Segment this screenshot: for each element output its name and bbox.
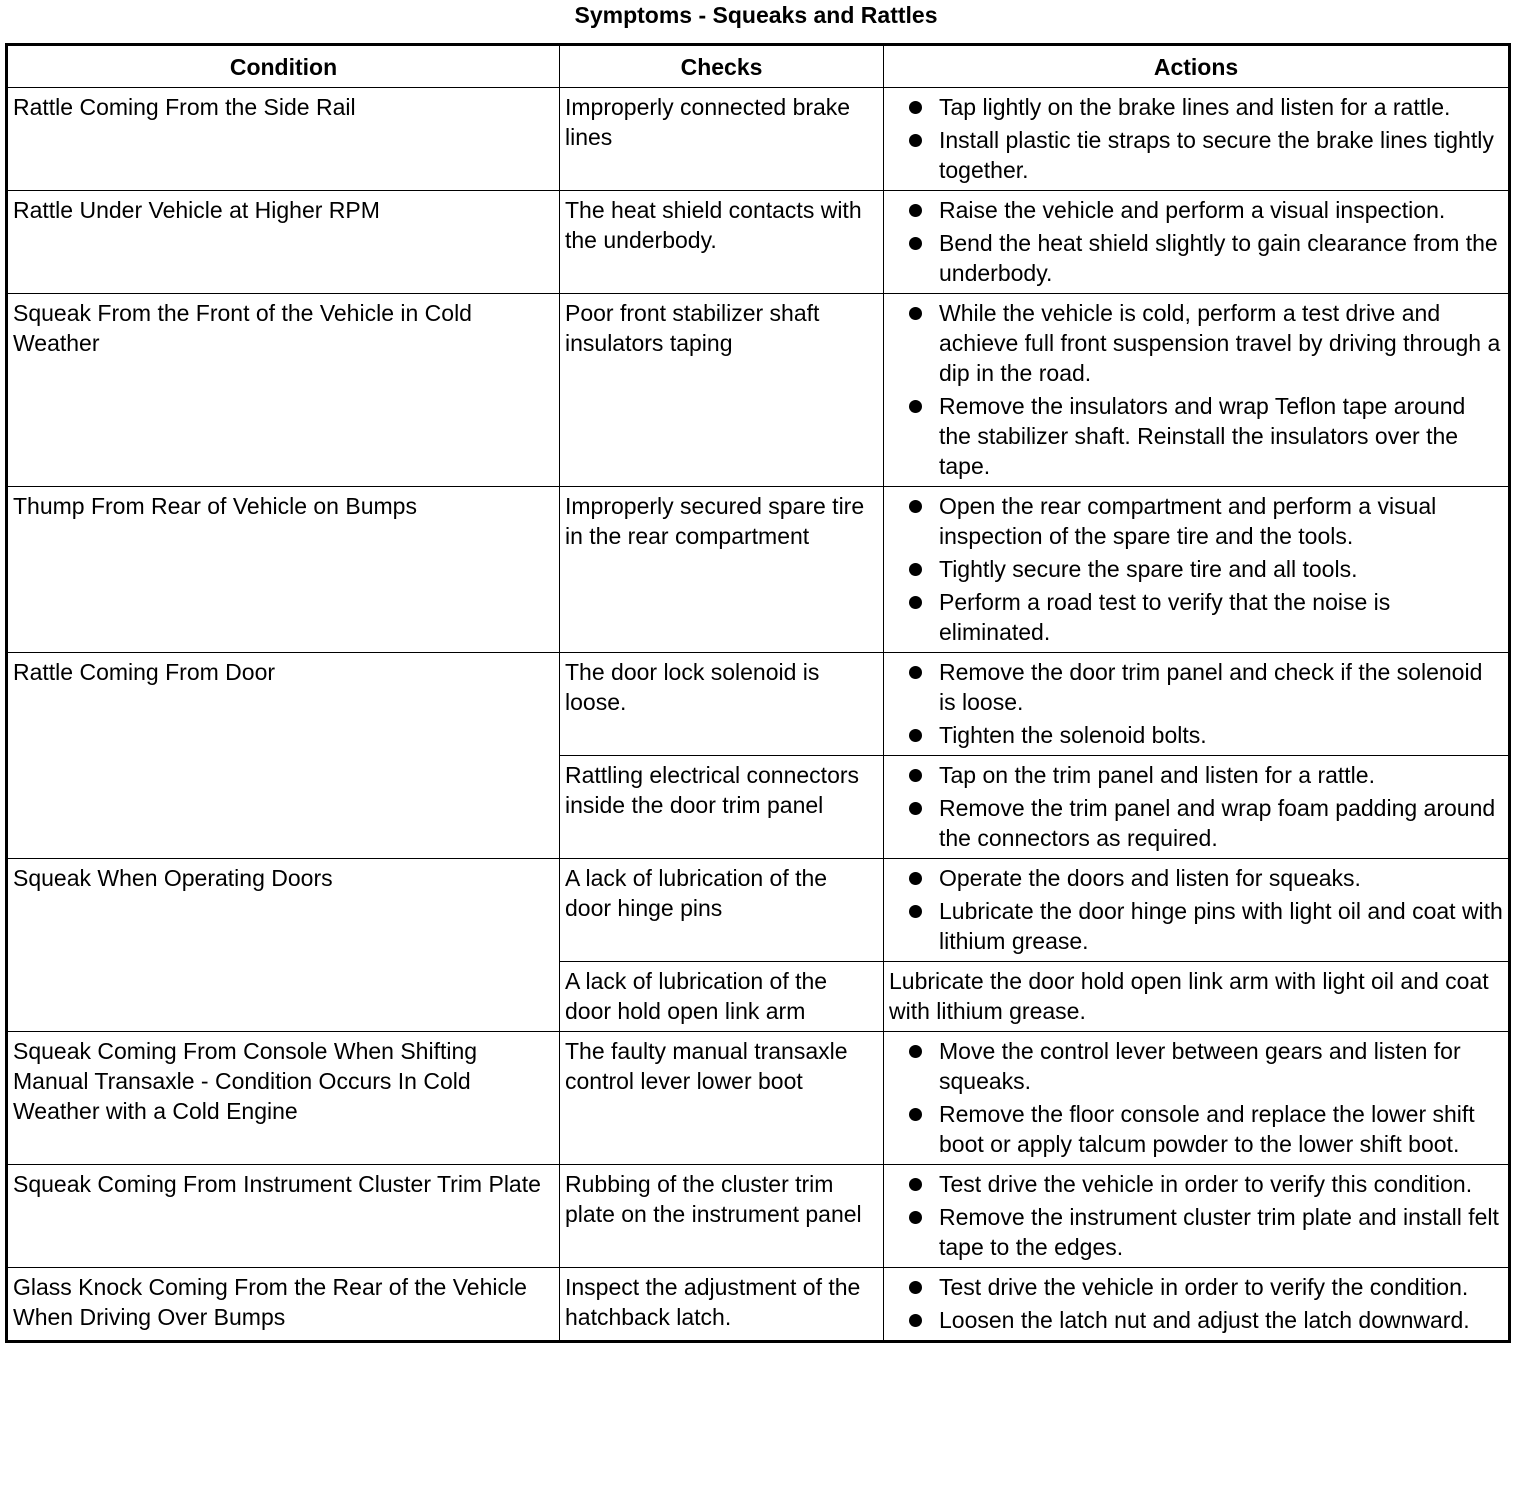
action-list: [889, 1036, 1503, 1159]
condition-cell: Rattle Under Vehicle at Higher RPM: [7, 191, 560, 294]
action-text: Loosen the latch nut and adjust the latch downward.: [939, 1307, 1470, 1333]
actions-cell: [884, 294, 1510, 487]
action-list: [889, 863, 1503, 956]
action-item: [889, 491, 1503, 551]
condition-cell: Glass Knock Coming From the Rear of the Vehicle When Driving Over Bumps: [7, 1268, 560, 1342]
check-cell: Improperly secured spare tire in the rear compartment: [560, 487, 884, 653]
bullet-icon: [909, 1314, 922, 1327]
action-item: [889, 720, 1503, 750]
action-text: Move the control lever between gears and listen for squeaks.: [939, 1038, 1461, 1094]
action-item: [889, 587, 1503, 647]
check-cell: The door lock solenoid is loose.: [560, 653, 884, 756]
action-item: [889, 1036, 1503, 1096]
check-cell: Poor front stabilizer shaft insulators taping: [560, 294, 884, 487]
bullet-icon: [909, 802, 922, 815]
check-cell: Rattling electrical connectors inside the door trim panel: [560, 756, 884, 859]
action-item: [889, 1169, 1503, 1199]
action-list: [889, 298, 1503, 481]
table-row: [7, 1165, 1510, 1268]
check-cell: Improperly connected brake lines: [560, 88, 884, 191]
action-item: [889, 195, 1503, 225]
condition-cell: Thump From Rear of Vehicle on Bumps: [7, 487, 560, 653]
table-row: [7, 88, 1510, 191]
table-row: [7, 859, 1510, 962]
bullet-icon: [909, 729, 922, 742]
action-text: While the vehicle is cold, perform a test drive and achieve full front suspension travel by driving through a dip in the road.: [939, 300, 1501, 386]
actions-cell: [884, 1268, 1510, 1342]
condition-cell: Squeak When Operating Doors: [7, 859, 560, 1032]
bullet-icon: [909, 596, 922, 609]
actions-cell: [884, 859, 1510, 962]
action-item: [889, 657, 1503, 717]
action-text: Operate the doors and listen for squeaks.: [939, 865, 1361, 891]
bullet-icon: [909, 1045, 922, 1058]
action-list: [889, 760, 1503, 853]
action-item: [889, 391, 1503, 481]
bullet-icon: [909, 500, 922, 513]
bullet-icon: [909, 872, 922, 885]
condition-cell: Squeak From the Front of the Vehicle in Cold Weather: [7, 294, 560, 487]
action-text: Test drive the vehicle in order to verify the condition.: [939, 1274, 1469, 1300]
action-item: [889, 896, 1503, 956]
bullet-icon: [909, 101, 922, 114]
bullet-icon: [909, 1178, 922, 1191]
action-text: Tighten the solenoid bolts.: [939, 722, 1207, 748]
action-text: Remove the insulators and wrap Teflon tape around the stabilizer shaft. Reinstall the insulators over the tape.: [939, 393, 1466, 479]
check-cell: Rubbing of the cluster trim plate on the instrument panel: [560, 1165, 884, 1268]
actions-cell: [884, 191, 1510, 294]
table-row: [7, 191, 1510, 294]
action-item: [889, 1099, 1503, 1159]
bullet-icon: [909, 134, 922, 147]
table-row: [7, 653, 1510, 756]
bullet-icon: [909, 905, 922, 918]
check-cell: The faulty manual transaxle control lever lower boot: [560, 1032, 884, 1165]
bullet-icon: [909, 204, 922, 217]
actions-cell: [884, 1032, 1510, 1165]
action-item: [889, 125, 1503, 185]
condition-cell: Squeak Coming From Console When Shifting Manual Transaxle - Condition Occurs In Cold Weather with a Cold Engine: [7, 1032, 560, 1165]
action-list: [889, 1272, 1503, 1335]
action-item: [889, 1305, 1503, 1335]
table-row: [7, 294, 1510, 487]
table-row: [7, 487, 1510, 653]
action-item: [889, 1272, 1503, 1302]
bullet-icon: [909, 307, 922, 320]
condition-cell: Rattle Coming From the Side Rail: [7, 88, 560, 191]
page-title: Symptoms - Squeaks and Rattles: [574, 2, 938, 28]
action-text: Open the rear compartment and perform a visual inspection of the spare tire and the tools.: [939, 493, 1437, 549]
actions-cell: [884, 1165, 1510, 1268]
bullet-icon: [909, 666, 922, 679]
action-item: [889, 760, 1503, 790]
actions-cell: Lubricate the door hold open link arm with light oil and coat with lithium grease.: [884, 962, 1510, 1032]
action-list: [889, 657, 1503, 750]
condition-cell: Squeak Coming From Instrument Cluster Trim Plate: [7, 1165, 560, 1268]
action-text: Remove the door trim panel and check if the solenoid is loose.: [939, 659, 1483, 715]
check-cell: Inspect the adjustment of the hatchback latch.: [560, 1268, 884, 1342]
actions-cell: [884, 88, 1510, 191]
check-cell: The heat shield contacts with the underbody.: [560, 191, 884, 294]
action-text: Remove the instrument cluster trim plate and install felt tape to the edges.: [939, 1204, 1499, 1260]
bullet-icon: [909, 400, 922, 413]
check-cell: A lack of lubrication of the door hold open link arm: [560, 962, 884, 1032]
bullet-icon: [909, 1211, 922, 1224]
actions-cell: [884, 756, 1510, 859]
action-text: Perform a road test to verify that the noise is eliminated.: [939, 589, 1391, 645]
header-condition: Condition: [7, 45, 560, 88]
bullet-icon: [909, 769, 922, 782]
bullet-icon: [909, 1281, 922, 1294]
action-list: [889, 491, 1503, 647]
action-item: [889, 92, 1503, 122]
action-item: [889, 228, 1503, 288]
action-text: Test drive the vehicle in order to verify this condition.: [939, 1171, 1473, 1197]
action-list: [889, 92, 1503, 185]
check-cell: A lack of lubrication of the door hinge pins: [560, 859, 884, 962]
action-text: Tightly secure the spare tire and all tools.: [939, 556, 1358, 582]
bullet-icon: [909, 237, 922, 250]
action-item: [889, 793, 1503, 853]
action-text: Remove the floor console and replace the lower shift boot or apply talcum powder to the lower shift boot.: [939, 1101, 1475, 1157]
action-text: Tap lightly on the brake lines and listen for a rattle.: [939, 94, 1451, 120]
table-header-row: [7, 45, 1510, 88]
action-list: [889, 195, 1503, 288]
condition-cell: Rattle Coming From Door: [7, 653, 560, 859]
action-list: [889, 1169, 1503, 1262]
actions-cell: [884, 487, 1510, 653]
header-checks: Checks: [560, 45, 884, 88]
table-row: [7, 1268, 1510, 1342]
bullet-icon: [909, 563, 922, 576]
actions-cell: [884, 653, 1510, 756]
symptoms-table: [5, 43, 1511, 1343]
action-text: Lubricate the door hinge pins with light oil and coat with lithium grease.: [939, 898, 1503, 954]
header-actions: Actions: [884, 45, 1510, 88]
action-text: Raise the vehicle and perform a visual inspection.: [939, 197, 1446, 223]
action-text: Tap on the trim panel and listen for a rattle.: [939, 762, 1375, 788]
action-item: [889, 298, 1503, 388]
action-text: Remove the trim panel and wrap foam padding around the connectors as required.: [939, 795, 1496, 851]
action-item: [889, 1202, 1503, 1262]
bullet-icon: [909, 1108, 922, 1121]
action-item: [889, 554, 1503, 584]
action-text: Bend the heat shield slightly to gain clearance from the underbody.: [939, 230, 1498, 286]
action-text: Install plastic tie straps to secure the brake lines tightly together.: [939, 127, 1494, 183]
table-row: [7, 1032, 1510, 1165]
action-item: [889, 863, 1503, 893]
